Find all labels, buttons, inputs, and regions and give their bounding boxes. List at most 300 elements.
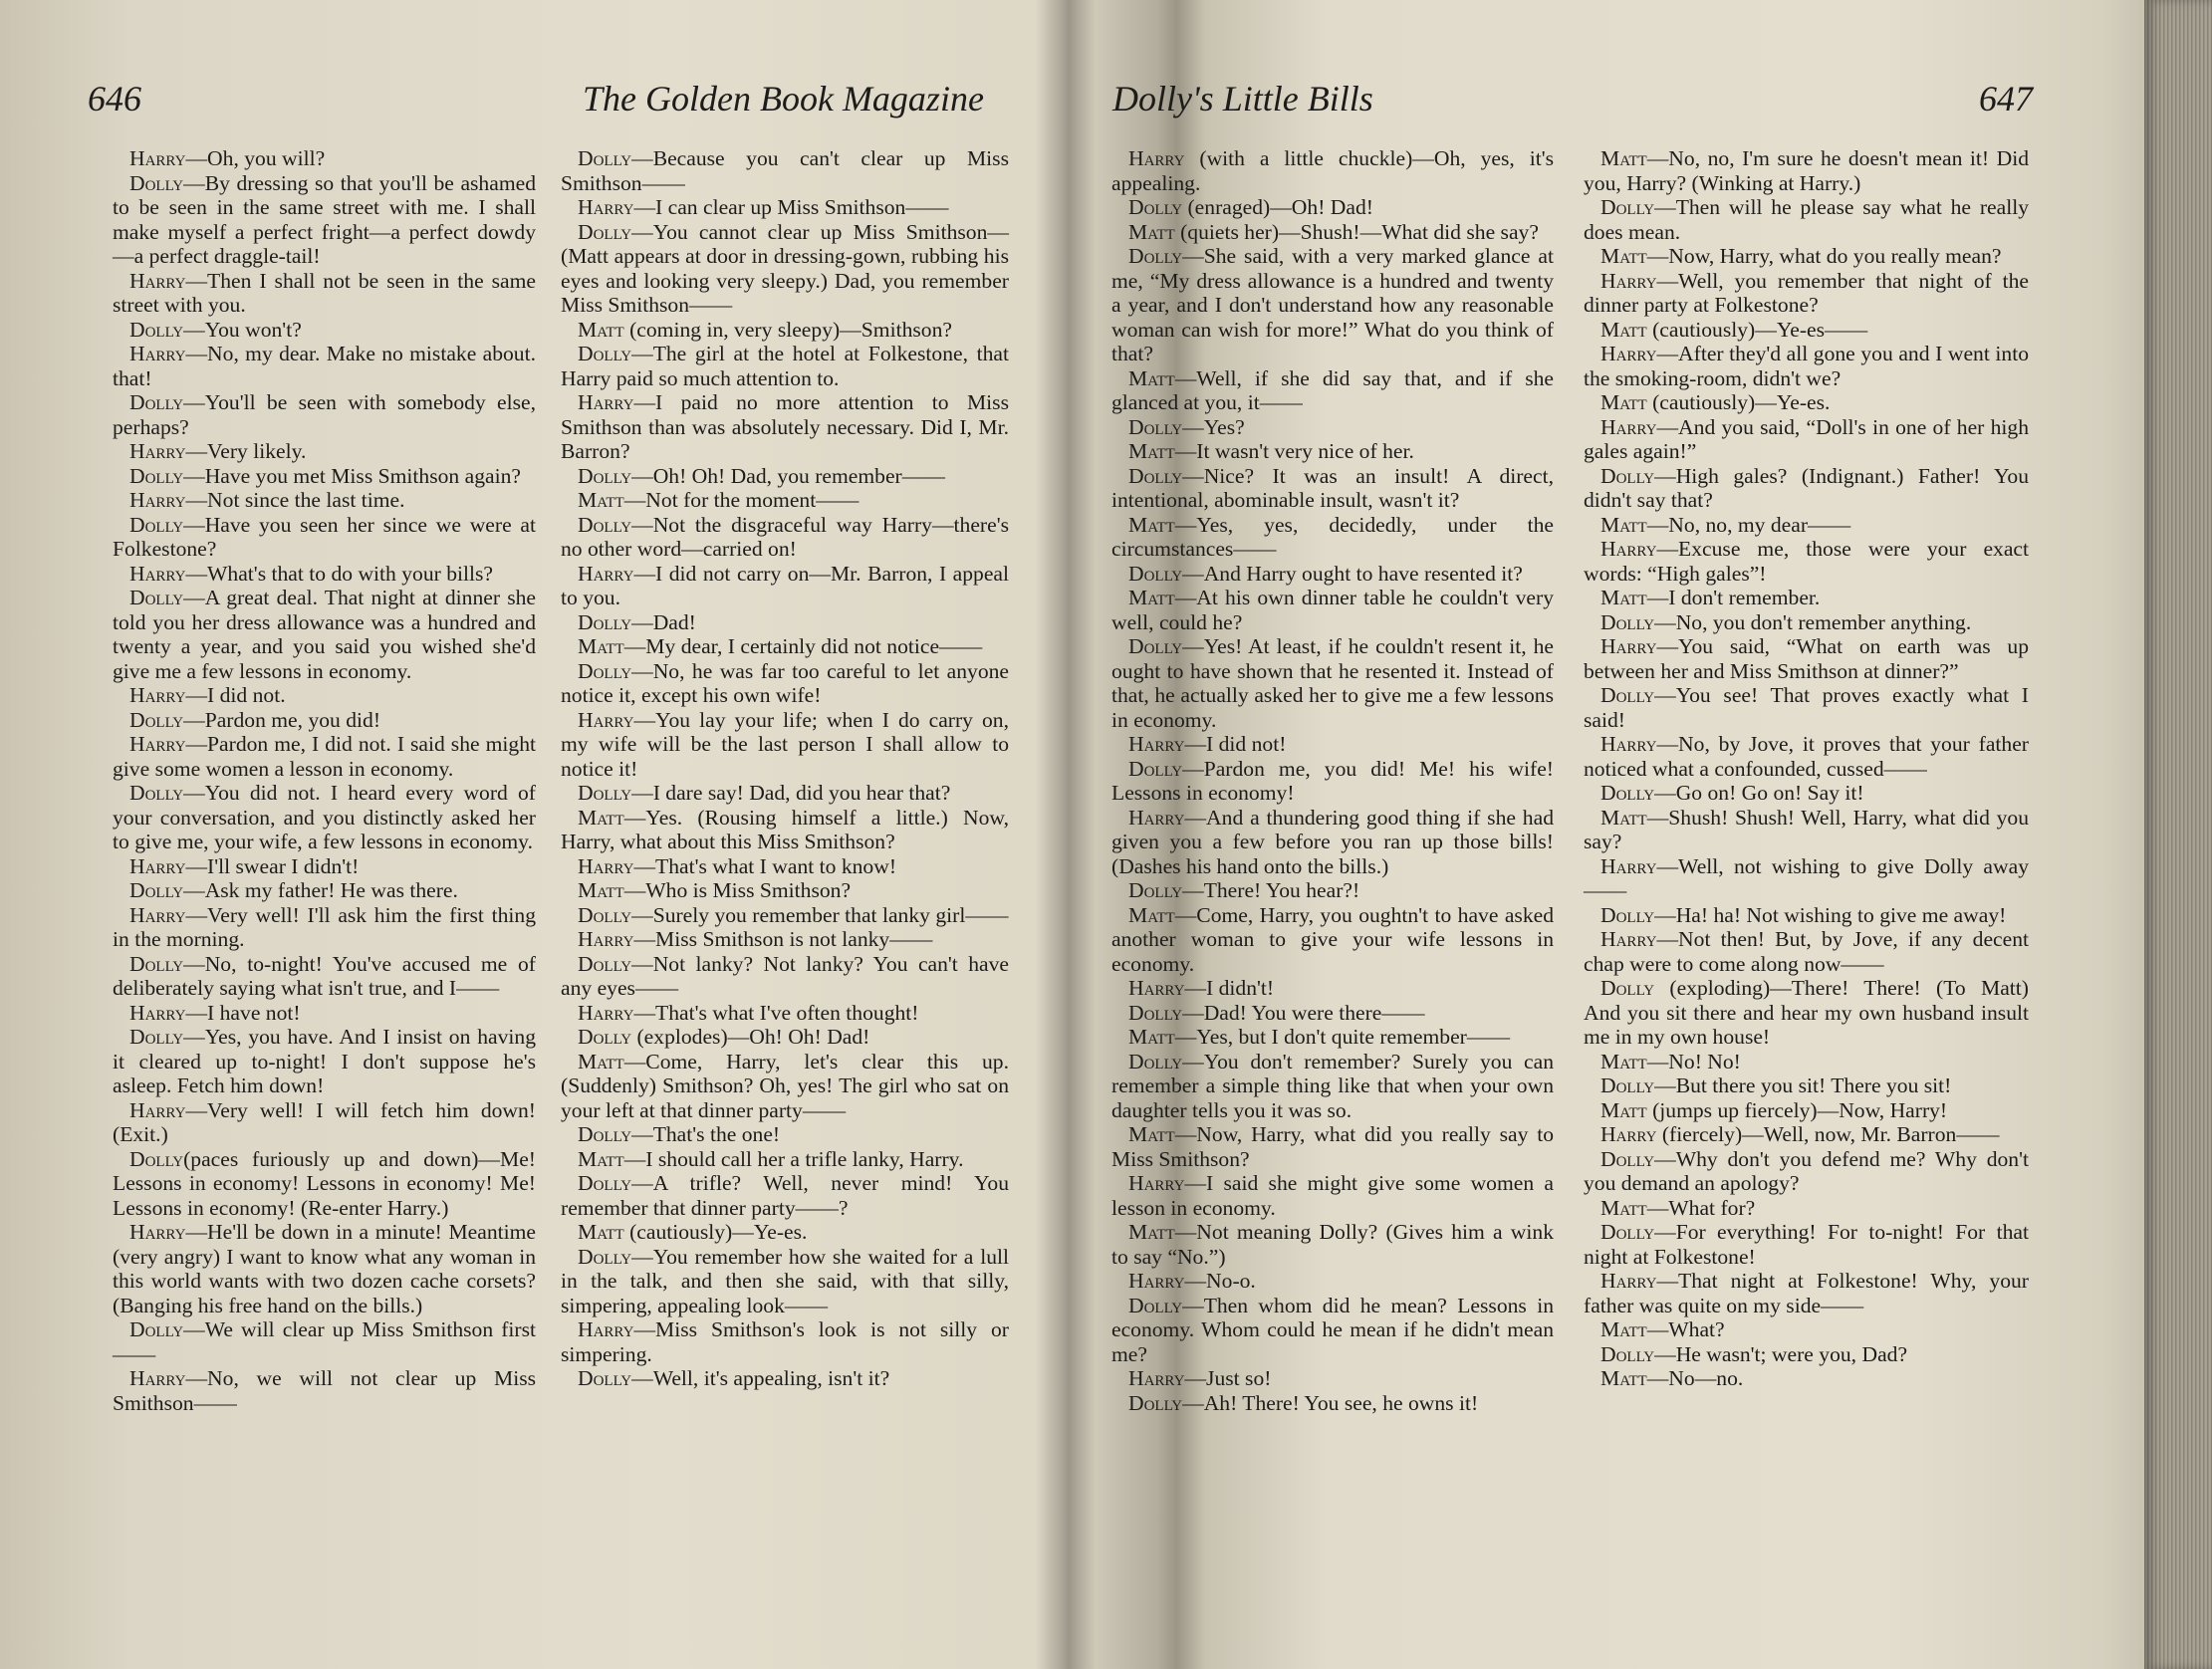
speaker-name: Dolly [129,586,184,609]
dialogue-line [1584,927,2029,976]
speaker-name: Dolly [1600,609,1655,634]
dialogue-text: (coming in, very sleepy)—Smithson? [623,317,952,342]
dialogue-line [1111,1294,1554,1367]
dialogue-line [561,1122,1009,1147]
speaker-name: Harry [129,902,186,927]
dialogue-text: —Yes, but I don't quite remember—— [1174,1025,1511,1049]
dialogue-line [113,878,536,903]
dialogue-text: (explodes)—Oh! Oh! Dad! [631,1025,870,1049]
dialogue-text: —Then whom did he mean? Lessons in economy. Whom could he mean if he didn't mean me? [1111,1293,1554,1366]
speaker-name: Matt [1600,317,1647,342]
speaker-name: Harry [1600,1269,1657,1293]
dialogue-text: —Just so! [1184,1366,1272,1390]
dialogue-line [561,1366,1009,1391]
speaker-name: Dolly [129,463,184,488]
dialogue-line [1584,342,2029,390]
speaker-name: Dolly [578,781,632,805]
dialogue-text: —Pardon me, I did not. I said she might give some women a lesson in economy. [113,732,536,781]
dialogue-text: —Well, not wishing to give Dolly away—— [1584,853,2029,902]
dialogue-line [113,439,536,464]
speaker-name: Dolly [1128,463,1183,488]
dialogue-text: —Ask my father! He was there. [183,878,458,902]
dialogue-line [1111,1122,1554,1171]
dialogue-text: —No, by Jove, it proves that your father noticed what a confounded, cussed—— [1584,732,2029,781]
dialogue-text: —Well, you remember that night of the dinner party at Folkestone? [1584,268,2029,317]
dialogue-line [113,1147,536,1221]
dialogue-text: —Why don't you defend me? Why don't you demand an apology? [1584,1146,2029,1195]
dialogue-line [1111,366,1554,415]
speaker-name: Dolly [578,902,632,927]
dialogue-line [1111,1391,1554,1416]
speaker-name: Dolly [129,951,184,976]
dialogue-text: (fiercely)—Well, now, Mr. Barron—— [1656,1122,2000,1146]
speaker-name: Harry [578,927,634,951]
speaker-name: Dolly [1600,902,1655,927]
speaker-name: Dolly [1128,561,1183,586]
dialogue-line [1111,146,1554,195]
left-page-column-2 [561,146,1009,1391]
dialogue-line [1584,1342,2029,1367]
speaker-name: Dolly [578,1122,632,1146]
dialogue-text: —Well, if she did say that, and if she glanced at you, it—— [1111,365,1554,414]
speaker-name: Dolly [578,951,632,976]
dialogue-line [113,1220,536,1317]
dialogue-line [1584,976,2029,1050]
dialogue-text: —A trifle? Well, never mind! You remember that dinner party——? [561,1171,1009,1220]
dialogue-text: —Not for the moment—— [623,488,860,512]
speaker-name: Dolly [1128,756,1183,781]
speaker-name: Matt [1600,390,1647,414]
dialogue-line [1111,464,1554,513]
speaker-name: Matt [1600,512,1647,537]
dialogue-text: —You cannot clear up Miss Smithson—(Matt appears at door in dressing-gown, rubbing his eyes and looking very sleepy.) Dad, you remember Miss Smithson—— [561,219,1009,317]
speaker-name: Harry [578,1317,634,1341]
speaker-name: Matt [1600,146,1647,170]
dialogue-line [561,903,1009,928]
dialogue-line [1111,732,1554,757]
dialogue-text: —Nice? It was an insult! A direct, intentional, abominable insult, wasn't it? [1111,463,1554,512]
speaker-name: Harry [1128,1366,1185,1390]
dialogue-text: —I did not! [1184,732,1287,756]
dialogue-line [113,342,536,390]
dialogue-line [113,146,536,171]
speaker-name: Harry [129,268,186,293]
speaker-name: Matt [1128,1122,1175,1146]
dialogue-line [1584,195,2029,244]
dialogue-line [1584,806,2029,854]
speaker-name: Harry [129,146,186,170]
dialogue-line [113,1025,536,1098]
dialogue-line [113,903,536,952]
dialogue-line [113,732,536,781]
speaker-name: Dolly [1128,878,1183,902]
dialogue-text: —Oh, you will? [185,146,326,170]
dialogue-text: —It wasn't very nice of her. [1174,439,1414,463]
speaker-name: Matt [1128,365,1175,390]
dialogue-line [561,562,1009,610]
dialogue-text: —What for? [1646,1195,1756,1220]
dialogue-line [113,708,536,733]
speaker-name: Dolly [578,342,632,365]
dialogue-text: —He wasn't; were you, Dad? [1654,1341,1908,1366]
dialogue-line [1111,1269,1554,1294]
speaker-name: Matt [1128,1220,1175,1244]
dialogue-text: —For everything! For to-night! For that night at Folkestone! [1584,1220,2029,1269]
dialogue-line [1584,854,2029,903]
speaker-name: Harry [129,1000,186,1025]
speaker-name: Dolly [578,1171,632,1195]
dialogue-line [1584,634,2029,683]
dialogue-text: (exploding)—There! There! (To Matt) And you sit there and hear my own husband insult me in my own house! [1584,976,2029,1049]
speaker-name: Harry [1128,976,1185,1000]
speaker-name: Dolly [1128,1293,1183,1317]
dialogue-text: —Have you met Miss Smithson again? [183,463,521,488]
dialogue-text: —And Harry ought to have resented it? [1182,561,1523,586]
dialogue-line [113,683,536,708]
speaker-name: Harry [129,853,186,878]
dialogue-line [113,586,536,683]
dialogue-line [113,781,536,854]
dialogue-line [561,1147,1009,1172]
dialogue-line [113,854,536,879]
dialogue-line [1584,390,2029,415]
dialogue-text: —What? [1646,1317,1725,1341]
dialogue-text: —By dressing so that you'll be ashamed to be seen in the same street with me. I shall make myself a perfect fright—a perfect dowdy—a perfect draggle-tail! [113,170,536,268]
speaker-name: Dolly [1600,683,1655,707]
dialogue-line [1111,1171,1554,1220]
speaker-name: Dolly [129,878,184,902]
dialogue-line [1584,1317,2029,1342]
speaker-name: Harry [129,1097,186,1122]
dialogue-line [113,464,536,489]
dialogue-line [1584,1366,2029,1391]
speaker-name: Dolly [1128,1049,1183,1073]
dialogue-line [1111,1050,1554,1123]
speaker-name: Dolly [578,463,632,488]
dialogue-text: —Very well! I will fetch him down! (Exit.) [113,1097,536,1146]
dialogue-line [1111,195,1554,220]
dialogue-line [1584,1196,2029,1221]
dialogue-text: —And you said, “Doll's in one of her high gales again!” [1584,414,2029,463]
speaker-name: Dolly [1128,634,1183,658]
dialogue-text: —No, no, my dear—— [1646,512,1851,537]
dialogue-line [1584,586,2029,610]
speaker-name: Matt [1128,902,1175,927]
dialogue-line [1111,878,1554,903]
dialogue-line [1584,610,2029,635]
dialogue-line [561,1050,1009,1123]
speaker-name: Harry [1600,537,1657,561]
speaker-name: Dolly [129,1025,184,1049]
speaker-name: Dolly [1600,1073,1655,1097]
dialogue-text: —Well, it's appealing, isn't it? [631,1366,890,1390]
speaker-name: Harry [1600,1122,1657,1146]
speaker-name: Dolly [578,658,632,683]
dialogue-line [1584,318,2029,343]
dialogue-line [561,390,1009,464]
speaker-name: Matt [578,634,624,658]
speaker-name: Matt [1600,805,1647,830]
dialogue-line [561,1025,1009,1050]
dialogue-line [113,171,536,269]
speaker-name: Harry [1128,1269,1185,1293]
speaker-name: Harry [129,1366,186,1390]
dialogue-line [561,1220,1009,1245]
dialogue-text: —We will clear up Miss Smithson first—— [113,1317,536,1366]
dialogue-text: —No, you don't remember anything. [1654,609,1972,634]
speaker-name: Harry [1600,414,1657,439]
dialogue-text: —Not then! But, by Jove, if any decent chap were to come along now—— [1584,927,2029,976]
speaker-name: Harry [129,439,186,463]
dialogue-line [113,488,536,513]
dialogue-text: —You did not. I heard every word of your conversation, and you distinctly asked her to give me, your wife, a few lessons in economy. [113,781,536,853]
speaker-name: Matt [1600,586,1647,609]
dialogue-text: —Pardon me, you did! [183,707,381,732]
dialogue-text: —There! You hear?! [1182,878,1360,902]
speaker-name: Harry [129,1220,186,1244]
dialogue-text: —But there you sit! There you sit! [1654,1073,1952,1097]
speaker-name: Dolly [1600,976,1655,1000]
speaker-name: Harry [1600,634,1657,658]
dialogue-line [561,513,1009,562]
dialogue-line [113,1366,536,1415]
dialogue-text: —Surely you remember that lanky girl—— [631,902,1009,927]
dialogue-text: —Now, Harry, what did you really say to Miss Smithson? [1111,1122,1554,1171]
speaker-name: Dolly [1600,463,1655,488]
dialogue-line [1111,976,1554,1001]
dialogue-line [561,1317,1009,1366]
dialogue-line [561,634,1009,659]
dialogue-text: —I did not. [185,683,286,707]
speaker-name: Dolly [1600,781,1655,805]
dialogue-text: —I paid no more attention to Miss Smithson than was absolutely necessary. Did I, Mr. Barron? [561,390,1009,463]
speaker-name: Harry [129,342,186,365]
dialogue-text: —He'll be down in a minute! Meantime (very angry) I want to know what any woman in this world wants with two dozen cache corsets? (Banging his free hand on the bills.) [113,1220,536,1317]
dialogue-line [1584,244,2029,269]
speaker-name: Matt [578,805,624,830]
dialogue-line [1584,146,2029,195]
dialogue-text: (enraged)—Oh! Dad! [1182,195,1373,219]
speaker-name: Dolly [1600,1220,1655,1244]
dialogue-text: —No, my dear. Make no mistake about. that! [113,342,536,390]
speaker-name: Dolly [578,146,632,170]
speaker-name: Harry [1600,342,1657,365]
speaker-name: Matt [578,488,624,512]
speaker-name: Matt [578,878,624,902]
dialogue-line [561,659,1009,708]
dialogue-text: —No-o. [1184,1269,1256,1293]
dialogue-line [1111,244,1554,366]
speaker-name: Matt [578,1146,624,1171]
dialogue-text: —Then I shall not be seen in the same street with you. [113,268,536,317]
dialogue-text: —Not since the last time. [185,488,405,512]
left-running-head: The Golden Book Magazine [583,79,984,119]
dialogue-line [113,1098,536,1147]
dialogue-text: —No, we will not clear up Miss Smithson—— [113,1366,536,1415]
dialogue-line [1111,220,1554,245]
dialogue-text: (quiets her)—Shush!—What did she say? [1174,219,1539,244]
dialogue-text: —Then will he please say what he really does mean. [1584,195,2029,244]
speaker-name: Matt [1128,219,1175,244]
dialogue-text: —That night at Folkestone! Why, your father was quite on my side—— [1584,1269,2029,1317]
speaker-name: Harry [1600,853,1657,878]
dialogue-text: —Pardon me, you did! Me! his wife! Lessons in economy! [1111,756,1554,805]
speaker-name: Dolly [1600,195,1655,219]
dialogue-text: —What's that to do with your bills? [185,561,494,586]
dialogue-line [113,1317,536,1366]
dialogue-line [561,220,1009,318]
dialogue-line [561,195,1009,220]
speaker-name: Dolly [1128,414,1183,439]
dialogue-line [1111,806,1554,879]
speaker-name: Dolly [578,1244,632,1269]
speaker-name: Dolly [1600,1341,1655,1366]
dialogue-line [561,1245,1009,1318]
dialogue-line [561,781,1009,806]
speaker-name: Matt [1128,1025,1175,1049]
dialogue-text: —That's the one! [631,1122,781,1146]
speaker-name: Matt [1600,1317,1647,1341]
speaker-name: Dolly [129,390,184,414]
right-page-column-2 [1584,146,2029,1391]
dialogue-text: —No, no, I'm sure he doesn't mean it! Did you, Harry? (Winking at Harry.) [1584,146,2029,195]
speaker-name: Dolly [1600,1146,1655,1171]
dialogue-line [1584,781,2029,806]
dialogue-line [1111,513,1554,562]
speaker-name: Dolly [578,1366,632,1390]
speaker-name: Harry [1128,732,1185,756]
speaker-name: Dolly [1128,244,1183,268]
left-page-number: 646 [88,79,141,119]
dialogue-text: —She said, with a very marked glance at me, “My dress allowance is a hundred and twenty a year, and I don't understand how any reasonable woman can wish for more!” What do you think of that? [1111,244,1554,365]
speaker-name: Harry [1600,732,1657,756]
dialogue-text: —Not meaning Dolly? (Gives him a wink to say “No.”) [1111,1220,1554,1269]
dialogue-text: —You lay your life; when I do carry on, my wife will be the last person I shall allow to notice it! [561,707,1009,781]
dialogue-line [1584,269,2029,318]
speaker-name: Dolly [578,609,632,634]
dialogue-line [1111,562,1554,587]
dialogue-text: —Yes. (Rousing himself a little.) Now, Harry, what about this Miss Smithson? [561,805,1009,853]
dialogue-line [561,806,1009,854]
dialogue-line [113,562,536,587]
speaker-name: Harry [1128,146,1185,170]
dialogue-text: (with a little chuckle)—Oh, yes, it's appealing. [1111,146,1554,195]
dialogue-line [561,854,1009,879]
dialogue-line [1584,415,2029,464]
speaker-name: Dolly [1128,1000,1183,1025]
dialogue-text: —I can clear up Miss Smithson—— [633,195,949,219]
dialogue-text: —Ha! ha! Not wishing to give me away! [1654,902,2007,927]
speaker-name: Matt [1600,1049,1647,1073]
dialogue-text: —Miss Smithson's look is not silly or simpering. [561,1317,1009,1366]
dialogue-line [1584,683,2029,732]
dialogue-text: —That's what I want to know! [633,853,897,878]
speaker-name: Matt [578,1220,624,1244]
dialogue-text: —I should call her a trifle lanky, Harry. [623,1146,964,1171]
dialogue-text: —Yes! At least, if he couldn't resent it, he ought to have shown that he resented it. Instead of that, he actually asked her to give me a few lessons in economy. [1111,634,1554,732]
speaker-name: Dolly [129,512,184,537]
dialogue-text: —Yes, yes, decidedly, under the circumstances—— [1111,512,1554,561]
dialogue-text: —I did not carry on—Mr. Barron, I appeal to you. [561,561,1009,609]
dialogue-text: —Not lanky? Not lanky? You can't have any eyes—— [561,951,1009,1000]
dialogue-line [1584,464,2029,513]
dialogue-line [1111,586,1554,634]
dialogue-text: —No, to-night! You've accused me of deliberately saying what isn't true, and I—— [113,951,536,1000]
dialogue-text: —You don't remember? Surely you can remember a simple thing like that when your own daughter tells you it was so. [1111,1049,1554,1122]
dialogue-text: —Have you seen her since we were at Folkestone? [113,512,536,561]
dialogue-line [1584,903,2029,928]
dialogue-text: (cautiously)—Ye-es. [623,1220,808,1244]
dialogue-text: —Shush! Shush! Well, Harry, what did you say? [1584,805,2029,853]
dialogue-line [1111,1001,1554,1026]
dialogue-text: —Who is Miss Smithson? [623,878,852,902]
dialogue-text: —Oh! Oh! Dad, you remember—— [631,463,945,488]
dialogue-line [561,878,1009,903]
dialogue-text: —No—no. [1646,1366,1744,1390]
dialogue-line [561,1171,1009,1220]
dialogue-text: —Now, Harry, what do you really mean? [1646,244,2002,268]
speaker-name: Matt [1600,1195,1647,1220]
right-running-head: Dolly's Little Bills [1112,79,1373,119]
speaker-name: Harry [129,732,186,756]
dialogue-text: —After they'd all gone you and I went into the smoking-room, didn't we? [1584,342,2029,390]
speaker-name: Matt [1600,1097,1647,1122]
dialogue-line [1111,1366,1554,1391]
speaker-name: Dolly [129,170,184,195]
dialogue-text: —I dare say! Dad, did you hear that? [631,781,951,805]
dialogue-line [561,708,1009,782]
dialogue-line [113,269,536,318]
dialogue-line [561,342,1009,390]
dialogue-line [1111,415,1554,440]
dialogue-text: (jumps up fiercely)—Now, Harry! [1646,1097,1948,1122]
speaker-name: Harry [578,195,634,219]
right-page-column-1 [1111,146,1554,1415]
speaker-name: Dolly [129,707,184,732]
dialogue-text: —High gales? (Indignant.) Father! You didn't say that? [1584,463,2029,512]
speaker-name: Harry [1128,1171,1185,1195]
speaker-name: Harry [129,683,186,707]
speaker-name: Harry [578,1000,634,1025]
speaker-name: Harry [129,488,186,512]
dialogue-line [113,318,536,343]
dialogue-text: —I said she might give some women a lesson in economy. [1111,1171,1554,1220]
dialogue-text: —Yes? [1182,414,1245,439]
dialogue-text: —I didn't! [1184,976,1275,1000]
dialogue-line [1584,1050,2029,1074]
dialogue-line [1111,439,1554,464]
speaker-name: Dolly [129,317,184,342]
dialogue-text: —Because you can't clear up Miss Smithson—— [561,146,1009,195]
dialogue-line [561,927,1009,952]
dialogue-text: —Yes, you have. And I insist on having it cleared up to-night! I don't suppose he's asleep. Fetch him down! [113,1025,536,1097]
dialogue-line [113,390,536,439]
speaker-name: Matt [1600,1366,1647,1390]
dialogue-line [561,1001,1009,1026]
dialogue-text: —No! No! [1646,1049,1741,1073]
speaker-name: Harry [578,561,634,586]
speaker-name: Dolly [129,1146,184,1171]
dialogue-text: —I don't remember. [1646,586,1821,609]
dialogue-line [1584,1220,2029,1269]
dialogue-line [1111,1025,1554,1050]
speaker-name: Matt [1128,439,1175,463]
dialogue-text: (cautiously)—Ye-es—— [1646,317,1868,342]
dialogue-text: —You said, “What on earth was up between her and Miss Smithson at dinner?” [1584,634,2029,683]
dialogue-text: —Ah! There! You see, he owns it! [1182,1390,1479,1415]
dialogue-text: —Very well! I'll ask him the first thing in the morning. [113,902,536,951]
dialogue-line [561,610,1009,635]
